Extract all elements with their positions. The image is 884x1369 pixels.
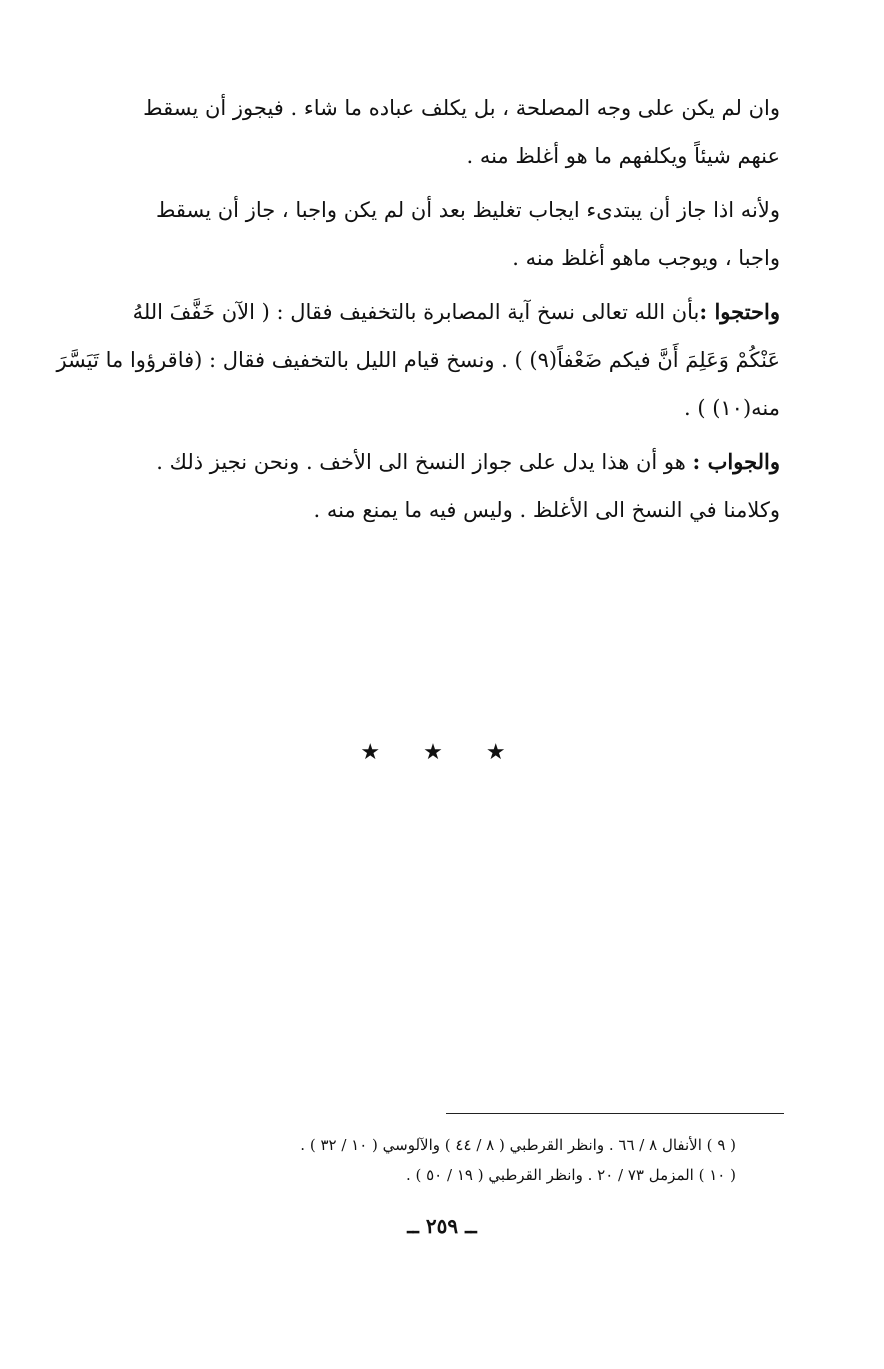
section-separator-stars: ★ ★ ★ [360,740,524,765]
footnote-10: ( ١٠ ) المزمل ٧٣ / ٢٠ . وانظر القرطبي ( ١٩ / ٥٠ ) . [405,1166,736,1184]
text-line: واجبا ، ويوجب ماهو أغلظ منه . [512,246,780,270]
footnote-rule [446,1113,784,1114]
paragraph-3 [56,288,780,432]
page-number: ــ ٢٥٩ ــ [407,1214,477,1238]
text-line: عَنْكُمْ وَعَلِمَ أَنَّ فيكم ضَعْفاً(٩) ) . ونسخ قيام الليل بالتخفيف فقال : (فاقرؤوا ما تَيَسَّرَ [56,348,780,372]
text-line: وان لم يكن على وجه المصلحة ، بل يكلف عباده ما شاء . فيجوز أن يسقط [143,96,780,120]
text-line [92,288,780,336]
text-line: ولأنه اذا جاز أن يبتدىء ايجاب تغليظ بعد أن لم يكن واجبا ، جاز أن يسقط [155,198,780,222]
paragraph-2 [92,186,780,282]
footnotes [300,1130,736,1190]
text-line-content: بأن الله تعالى نسخ آية المصابرة بالتخفيف فقال : ( الآن خَفَّفَ اللهُ [132,300,700,324]
footnote-9: ( ٩ ) الأنفال ٨ / ٦٦ . وانظر القرطبي ( ٨ / ٤٤ ) والآلوسي ( ١٠ / ٣٢ ) . [300,1136,736,1154]
paragraph-lead: والجواب : [692,449,780,474]
text-line-content: هو أن هذا يدل على جواز النسخ الى الأخف . ونحن نجيز ذلك . [156,450,686,474]
text-line [92,438,780,486]
paragraph-1 [92,84,780,180]
text-line: عنهم شيئاً ويكلفهم ما هو أغلظ منه . [466,144,780,168]
paragraph-lead: واحتجوا : [699,299,780,324]
paragraph-4 [92,438,780,534]
text-line: منه(١٠) ) . [683,396,780,420]
body-text [56,84,780,540]
text-line: وكلامنا في النسخ الى الأغلظ . وليس فيه ما يمنع منه . [313,498,780,522]
